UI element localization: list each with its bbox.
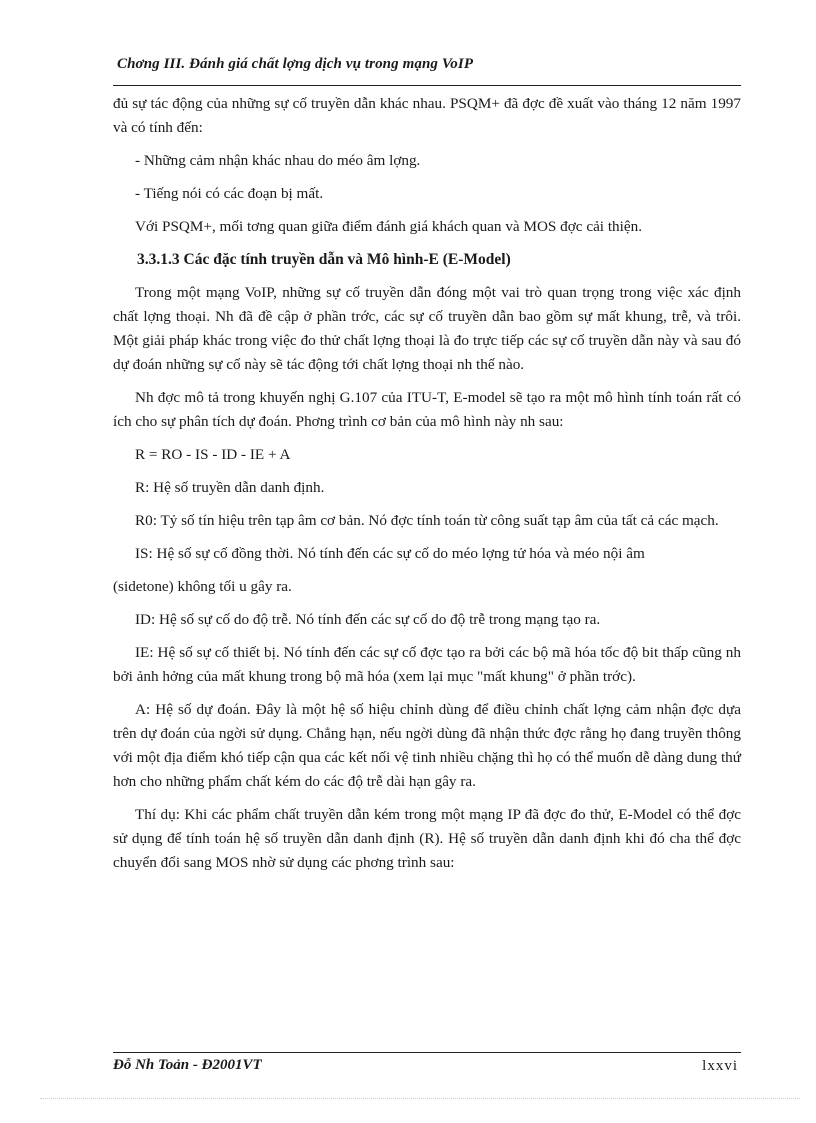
footer-author: Đỗ Nh Toản - Đ2001VT <box>113 1057 262 1073</box>
definition-is-continued: (sidetone) không tối u gây ra. <box>113 578 292 595</box>
paragraph-transmission-impairments: Trong một mạng VoIP, những sự cố truyền dẫn đóng một vai trò quan trọng trong việc xác định chất lợng thoại. Nh đã đề cập ở phần trớc, các sự cố truyền dẫn bao gồm sự mất khung, trễ, và trôi. Một giải pháp khác trong việc đo thử chất lợng thoại là đo trực tiếp các sự cố truyền dẫn này và sau đó dự đoán những sự cố này sẽ tác động tới chất lợng thoại nh thế nào. <box>113 284 741 373</box>
footer-divider <box>113 1052 741 1053</box>
list-item-loudness-distortion: - Những cảm nhận khác nhau do méo âm lợng. <box>135 152 421 169</box>
definition-is: IS: Hệ số sự cố đồng thời. Nó tính đến các sự cố do méo lợng tử hóa và méo nội âm <box>135 545 645 562</box>
equation-r: R = RO - IS - ID - IE + A <box>135 446 291 463</box>
definition-r: R: Hệ số truyền dẫn danh định. <box>135 479 325 496</box>
page-body <box>113 92 741 884</box>
definition-ie: IE: Hệ số sự cố thiết bị. Nó tính đến các sự cố đợc tạo ra bởi các bộ mã hóa tốc độ bit thấp cũng nh bởi ảnh hởng của mất khung trong bộ mã hóa (xem lại mục "mất khung" ở phần trớc). <box>113 644 741 685</box>
paragraph-psqm-plus: Với PSQM+, mối tơng quan giữa điểm đánh giá khách quan và MOS đợc cải thiện. <box>135 218 642 235</box>
definition-id: ID: Hệ số sự cố do độ trễ. Nó tính đến các sự cố do độ trễ trong mạng tạo ra. <box>135 611 601 628</box>
page-number: lxxvi <box>702 1058 738 1074</box>
header-divider <box>113 85 741 86</box>
paragraph-e-model-intro: Nh đợc mô tả trong khuyến nghị G.107 của ITU-T, E-model sẽ tạo ra một mô hình tính toán rất có ích cho sự phân tích dự đoán. Phơng trình cơ bản của mô hình này nh sau: <box>113 389 741 430</box>
definition-a: A: Hệ số dự đoán. Đây là một hệ số hiệu chỉnh dùng để điều chỉnh chất lợng cảm nhận đợc dựa trên dự đoán của ngời sử dụng. Chẳng hạn, nếu ngời dùng đã nhận thức đợc rằng họ đang truyền thông với một địa điểm khó tiếp cận qua các kết nối vệ tinh nhiều chặng thì họ có thể muốn dễ dàng dung thứ hơn cho những phẩm chất kém do các độ trễ dài hạn gây ra. <box>113 701 741 790</box>
page-header-title: Chơng III. Đánh giá chất lợng dịch vụ trong mạng VoIP <box>117 56 474 72</box>
page-edge-line <box>40 1098 800 1099</box>
list-item-lost-speech: - Tiếng nói có các đoạn bị mất. <box>135 185 324 202</box>
paragraph-psqm-continued: đủ sự tác động của những sự cố truyền dẫn khác nhau. PSQM+ đã đợc đề xuất vào tháng 12 năm 1997 và có tính đến: <box>113 95 741 136</box>
definition-r0: R0: Tỷ số tín hiệu trên tạp âm cơ bản. Nó đợc tính toán từ công suất tạp âm của tất cả các mạch. <box>135 512 719 529</box>
paragraph-example: Thí dụ: Khi các phẩm chất truyền dẫn kém trong một mạng IP đã đợc đo thử, E-Model có thể đợc sử dụng để tính toán hệ số truyền dẫn danh định (R). Hệ số truyền dẫn danh định khi đó cha thể đợc chuyển đổi sang MOS nhờ sử dụng các phơng trình sau: <box>113 806 741 871</box>
section-heading: 3.3.1.3 Các đặc tính truyền dẫn và Mô hình-E (E-Model) <box>137 251 511 268</box>
